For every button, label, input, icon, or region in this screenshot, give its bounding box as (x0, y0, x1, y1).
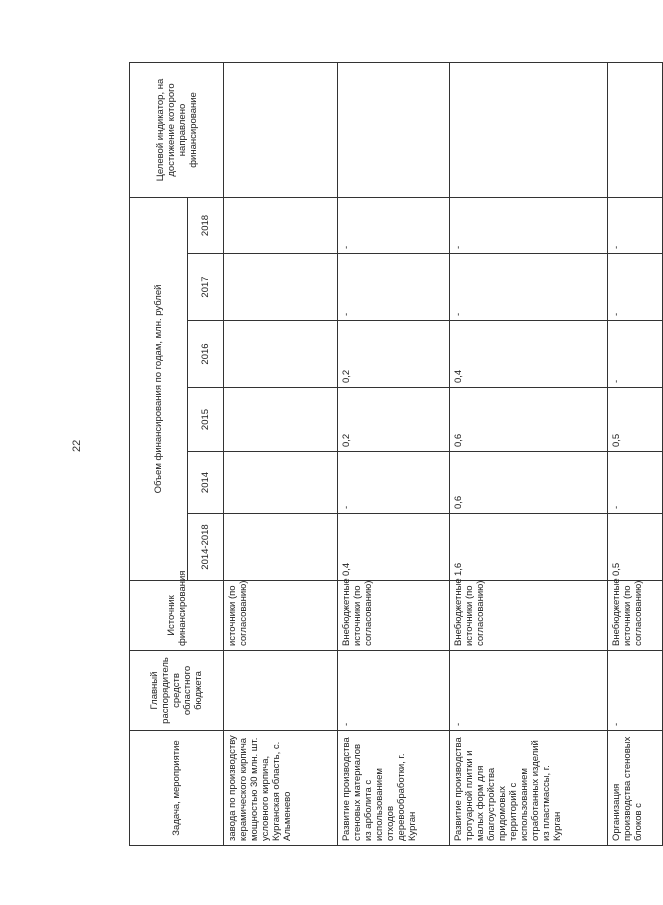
value-cell: 0,5 (608, 514, 663, 581)
indicator-cell (338, 62, 450, 197)
indicator-cell (224, 62, 338, 197)
indicator-cell (450, 62, 608, 197)
value-cell (224, 452, 338, 514)
value-cell: 0,4 (338, 514, 450, 581)
source-cell: Внебюджетные источники (по согласованию) (338, 581, 450, 651)
rotated-table-page (129, 63, 644, 846)
header-year-2016: 2016 (188, 321, 224, 388)
value-cell: - (608, 254, 663, 321)
task-cell: Организация производства стеновых блоков с (608, 731, 663, 846)
value-cell: - (608, 197, 663, 253)
task-cell: Развитие производства тротуарной плитки и малых форм для благоустройства придомовых территорий с использованием отработанных изделий из пластмассы, г. Курган (450, 731, 608, 846)
value-cell: - (450, 197, 608, 253)
manager-cell: - (338, 651, 450, 731)
value-cell: 1,6 (450, 514, 608, 581)
manager-cell: - (608, 651, 663, 731)
source-cell: Внебюджетные источники (по согласованию) (450, 581, 608, 651)
value-cell: - (338, 197, 450, 253)
value-cell (224, 514, 338, 581)
header-indicator: Целевой индикатор, на достижение которого направлено финансирование (130, 62, 224, 197)
header-year-2015: 2015 (188, 388, 224, 452)
value-cell: 0,6 (450, 452, 608, 514)
value-cell: 0,5 (608, 388, 663, 452)
value-cell (224, 321, 338, 388)
value-cell: 0,4 (450, 321, 608, 388)
value-cell: 0,2 (338, 388, 450, 452)
value-cell (224, 197, 338, 253)
manager-cell (224, 651, 338, 731)
source-cell: Внебюджетные источники (по согласованию) (608, 581, 663, 651)
header-year-total: 2014-2018 (188, 514, 224, 581)
header-year-2017: 2017 (188, 254, 224, 321)
table-row (608, 62, 663, 845)
page-number: 22 (71, 439, 83, 452)
financing-table (129, 62, 663, 846)
value-cell (224, 254, 338, 321)
header-year-2018: 2018 (188, 197, 224, 253)
header-task: Задача, мероприятие (130, 731, 224, 846)
header-funding-group: Объем финансирования по годам, млн. рублей (130, 197, 188, 580)
table-row (450, 62, 608, 845)
value-cell (224, 388, 338, 452)
source-cell: источники (по согласованию) (224, 581, 338, 651)
value-cell: - (338, 254, 450, 321)
value-cell: - (338, 452, 450, 514)
value-cell: 0,2 (338, 321, 450, 388)
table-row (338, 62, 450, 845)
header-source: Источник финансирования (130, 581, 224, 651)
value-cell: - (608, 321, 663, 388)
indicator-cell (608, 62, 663, 197)
header-year-2014: 2014 (188, 452, 224, 514)
value-cell: - (608, 452, 663, 514)
task-cell: завода по производству керамического кирпича мощностью 30 млн. шт. условного кирпича, Курганская область, с. Альменево (224, 731, 338, 846)
manager-cell: - (450, 651, 608, 731)
value-cell: - (450, 254, 608, 321)
value-cell: 0,6 (450, 388, 608, 452)
table-row (224, 62, 338, 845)
task-cell: Развитие производства стеновых материалов из арболита с использованием отходов деревообработки, г. Курган (338, 731, 450, 846)
header-manager: Главный распорядитель средств областного бюджета (130, 651, 224, 731)
